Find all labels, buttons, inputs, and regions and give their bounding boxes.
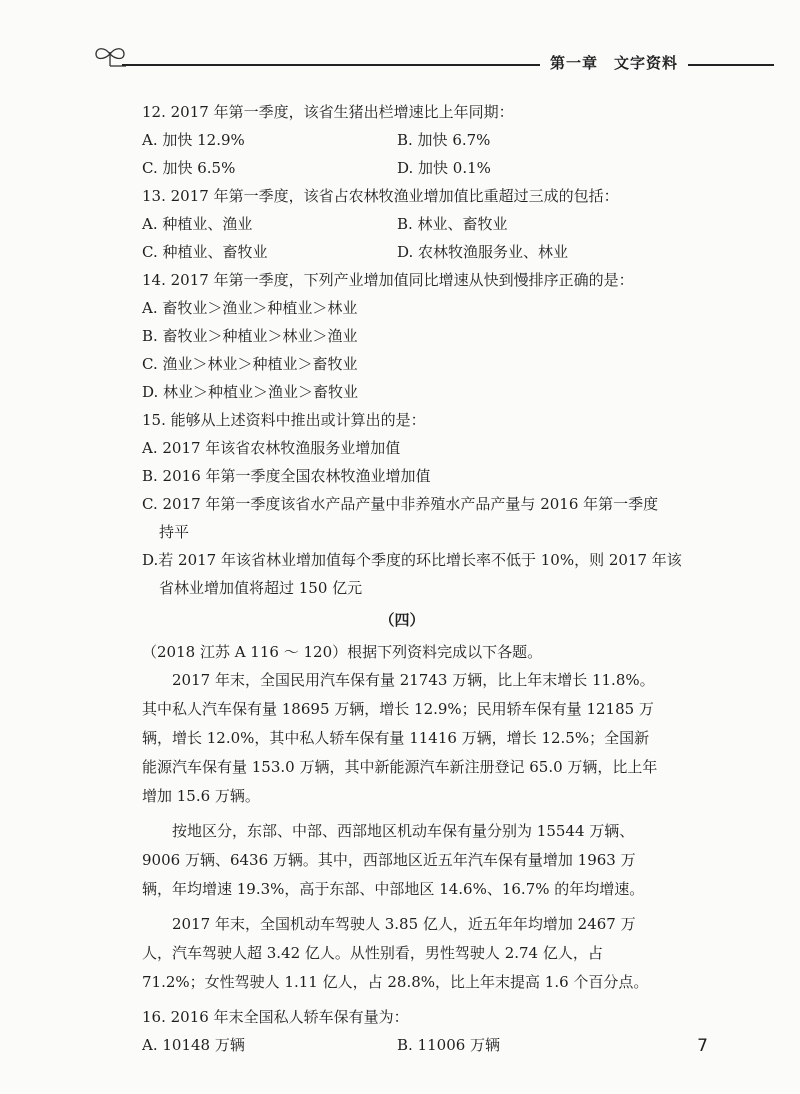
option-c: C. 加快 6.5% xyxy=(142,159,236,177)
material-paragraph: 按地区分，东部、中部、西部地区机动车保有量分别为 15544 万辆、9006 万辆、6436 万辆。其中，西部地区近五年汽车保有量增加 1963 万辆，年均增速 19.3%，高于东部、中部地区 14.6%、16.7% 的年均增速。 xyxy=(142,822,645,898)
option-b: B. 加快 6.7% xyxy=(397,131,491,149)
question-15-stem: 15. 能够从上述资料中推出或计算出的是： xyxy=(142,411,426,429)
option-b: B. 2016 年第一季度全国农林牧渔业增加值 xyxy=(142,467,431,485)
option-c: C. 种植业、畜牧业 xyxy=(142,243,268,261)
page-content xyxy=(142,98,682,1059)
question-12-options-row-2 xyxy=(142,154,662,182)
section-intro: （2018 江苏 A 116 ～ 120）根据下列资料完成以下各题。 xyxy=(142,643,543,661)
question-13-stem: 13. 2017 年第一季度，该省占农林牧渔业增加值比重超过三成的包括： xyxy=(142,187,619,205)
section-title: （四） xyxy=(379,611,425,629)
question-16-stem: 16. 2016 年末全国私人轿车保有量为： xyxy=(142,1008,409,1026)
question-16-options-row-1 xyxy=(142,1031,662,1059)
option-d-continued: 省林业增加值将超过 150 亿元 xyxy=(159,579,363,597)
page-header xyxy=(92,42,774,78)
option-d: D. 农林牧渔服务业、林业 xyxy=(397,243,569,261)
leaf-sprout-icon xyxy=(92,42,128,70)
option-b: B. 畜牧业＞种植业＞林业＞渔业 xyxy=(142,327,358,345)
option-d: D. 加快 0.1% xyxy=(397,159,491,177)
option-d: D.若 2017 年该省林业增加值每个季度的环比增长率不低于 10%，则 2017 年该 xyxy=(142,551,682,569)
option-a: A. 畜牧业＞渔业＞种植业＞林业 xyxy=(142,299,358,317)
question-12-stem: 12. 2017 年第一季度，该省生猪出栏增速比上年同期： xyxy=(142,103,514,121)
option-c: C. 渔业＞林业＞种植业＞畜牧业 xyxy=(142,355,358,373)
option-b: B. 11006 万辆 xyxy=(397,1036,501,1054)
option-d: D. 林业＞种植业＞渔业＞畜牧业 xyxy=(142,383,359,401)
question-14-stem: 14. 2017 年第一季度，下列产业增加值同比增速从快到慢排序正确的是： xyxy=(142,271,634,289)
question-13-options-row-2 xyxy=(142,238,662,266)
option-a: A. 种植业、渔业 xyxy=(142,215,253,233)
option-c: C. 2017 年第一季度该省水产品产量中非养殖水产品产量与 2016 年第一季度 xyxy=(142,495,659,513)
material-paragraph: 2017 年末，全国机动车驾驶人 3.85 亿人，近五年年均增加 2467 万人，汽车驾驶人超 3.42 亿人。从性别看，男性驾驶人 2.74 亿人，占 71.2%；女性驾驶人 1.11 亿人，占 28.8%，比上年末提高 1.6 个百分点。 xyxy=(142,915,649,991)
chapter-title: 第一章 文字资料 xyxy=(540,52,688,73)
option-c-continued: 持平 xyxy=(159,523,190,541)
question-13-options-row-1 xyxy=(142,210,662,238)
option-b: B. 林业、畜牧业 xyxy=(397,215,508,233)
question-12-options-row-1 xyxy=(142,126,662,154)
option-a: A. 加快 12.9% xyxy=(142,131,245,149)
option-a: A. 10148 万辆 xyxy=(142,1036,245,1054)
material-paragraph: 2017 年末，全国民用汽车保有量 21743 万辆，比上年末增长 11.8%。其中私人汽车保有量 18695 万辆，增长 12.9%；民用轿车保有量 12185 万辆，增长 12.0%，其中私人轿车保有量 11416 万辆，增长 12.5%；全国新能源汽车保有量 153.0 万辆，其中新能源汽车新注册登记 65.0 万辆，比上年增加 15.6 万辆。 xyxy=(142,671,658,805)
option-a: A. 2017 年该省农林牧渔服务业增加值 xyxy=(142,439,401,457)
page-number: 7 xyxy=(697,1036,708,1056)
